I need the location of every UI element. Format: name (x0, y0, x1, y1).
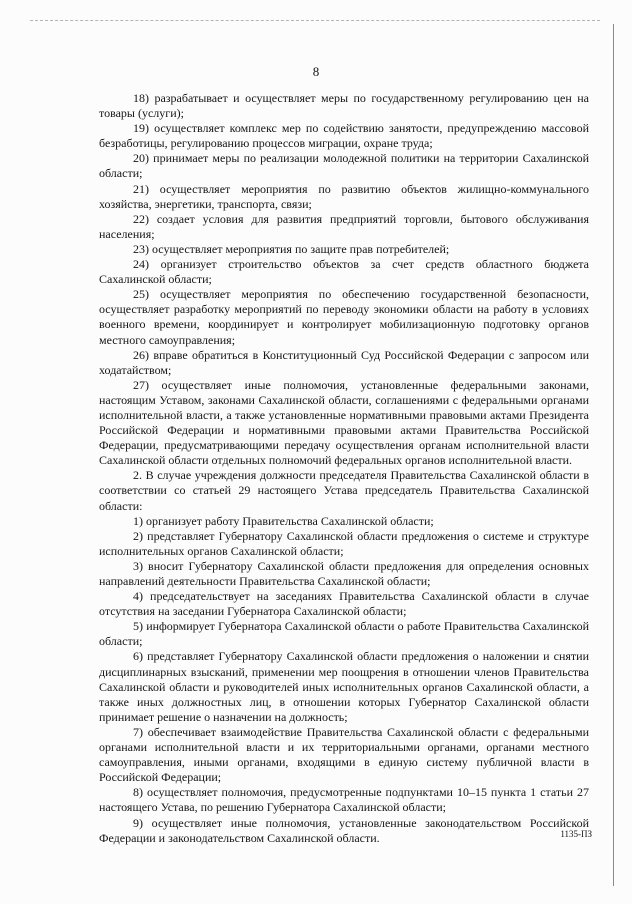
subitem-6: 6) представляет Губернатору Сахалинской области предложения о наложении и снятии дисциплинарных взысканий, применении мер поощрения в отношении членов Правительства Сахалинской области и руководителей иных исполнительных органов Сахалинской области, а также иных должностных лиц, в отношении которых Губернатор Сахалинской области принимает решение о назначении на должность; (99, 649, 589, 724)
subitem-8: 8) осуществляет полномочия, предусмотренные подпунктами 10–15 пункта 1 статьи 27 настоящего Устава, по решению Губернатора Сахалинской области; (99, 785, 589, 815)
paragraph-20: 20) принимает меры по реализации молодежной политики на территории Сахалинской области; (99, 151, 589, 181)
scan-edge-top (30, 20, 600, 21)
paragraph-18: 18) разрабатывает и осуществляет меры по государственному регулированию цен на товары (услуги); (99, 91, 589, 121)
subitem-7: 7) обеспечивает взаимодействие Правительства Сахалинской области с федеральными органами исполнительной власти и их территориальными органами, органами местного самоуправления, иными органами, входящими в единую систему публичной власти в Российской Федерации; (99, 724, 589, 785)
paragraph-26: 26) вправе обратиться в Конституционный Суд Российской Федерации с запросом или ходатайством; (99, 347, 589, 377)
subitem-2: 2) представляет Губернатору Сахалинской области предложения о системе и структуре исполнительных органов Сахалинской области; (99, 528, 589, 558)
scan-edge-right (613, 24, 614, 886)
paragraph-22: 22) создает условия для развития предприятий торговли, бытового обслуживания населения; (99, 211, 589, 241)
subitem-9: 9) осуществляет иные полномочия, установленные законодательством Российской Федерации и законодательством Сахалинской области. (99, 815, 589, 845)
paragraph-19: 19) осуществляет комплекс мер по содействию занятости, предупреждению массовой безработицы, регулированию процессов миграции, охране труда; (99, 121, 589, 151)
subitem-3: 3) вносит Губернатору Сахалинской области предложения для определения основных направлений деятельности Правительства Сахалинской области; (99, 558, 589, 588)
paragraph-23: 23) осуществляет мероприятия по защите прав потребителей; (133, 241, 450, 256)
document-code: 1135-ПЗ (560, 829, 592, 839)
paragraph-21: 21) осуществляет мероприятия по развитию объектов жилищно-коммунального хозяйства, энергетики, транспорта, связи; (99, 181, 589, 211)
page-number: 8 (312, 64, 320, 79)
paragraph-25: 25) осуществляет мероприятия по обеспечению государственной безопасности, осуществляет разработку мероприятий по переводу экономики области на работу в условиях военного времени, координирует и контролирует мобилизационную подготовку органов местного самоуправления; (99, 287, 589, 347)
paragraph-27: 27) осуществляет иные полномочия, установленные федеральными законами, настоящим Уставом, законами Сахалинской области, соглашениями с федеральными органами исполнительной власти, а также установленные нормативными правовыми актами Президента Российской Федерации и нормативными правовыми актами Правительства Российской Федерации, предусматривающими передачу осуществления органам исполнительной власти Сахалинской области отдельных полномочий федеральных органов исполнительной власти. (99, 377, 589, 468)
document-body (99, 91, 589, 846)
paragraph-24: 24) организует строительство объектов за счет средств областного бюджета Сахалинской области; (99, 257, 589, 287)
subitem-5: 5) информирует Губернатора Сахалинской области о работе Правительства Сахалинской области; (99, 619, 589, 649)
subitem-1: 1) организует работу Правительства Сахалинской области; (133, 513, 434, 528)
subitem-4: 4) председательствует на заседаниях Правительства Сахалинской области в случае отсутствия на заседании Губернатора Сахалинской области; (99, 589, 589, 619)
section-2-intro: 2. В случае учреждения должности председателя Правительства Сахалинской области в соответствии со статьей 29 настоящего Устава председатель Правительства Сахалинской области: (99, 468, 589, 513)
